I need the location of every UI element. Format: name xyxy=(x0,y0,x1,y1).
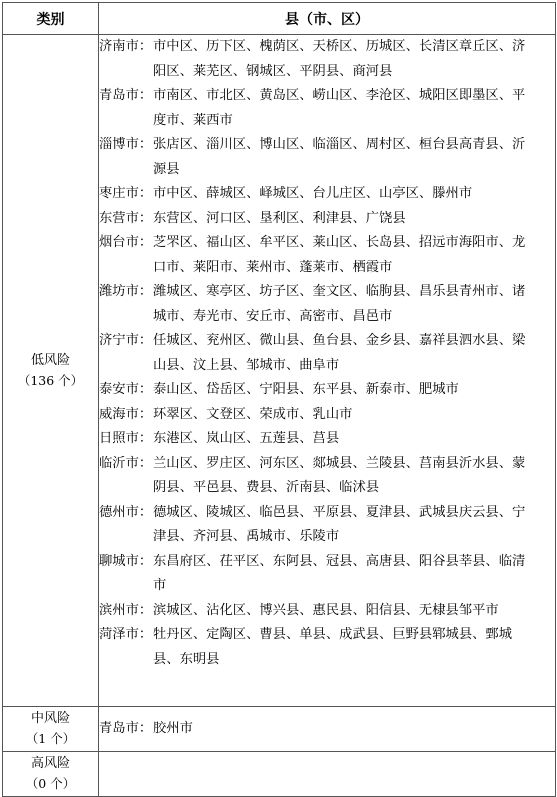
county-list: 泰山区、岱岳区、宁阳县、东平县、新泰市、肥城市 xyxy=(153,382,459,397)
city-group xyxy=(99,329,555,378)
city-name: 济南市： xyxy=(99,39,153,54)
county-list: 牡丹区、定陶区、曹县、单县、成武县、巨野县郓城县、鄄城县、东明县 xyxy=(153,627,513,667)
city-name: 德州市： xyxy=(99,504,153,520)
city-group xyxy=(99,182,555,207)
city-name: 威海市： xyxy=(99,406,153,422)
city-name: 淄博市： xyxy=(99,137,153,152)
low-risk-row xyxy=(3,35,556,707)
city-name: 菏泽市： xyxy=(99,627,153,642)
county-list: 市中区、薛城区、峄城区、台儿庄区、山亭区、滕州市 xyxy=(153,186,473,201)
city-name: 潍坊市： xyxy=(99,284,153,299)
county-list: 东昌府区、茌平区、东阿县、冠县、高唐县、阳谷县莘县、临清市 xyxy=(153,553,526,593)
city-group xyxy=(99,427,555,452)
county-list: 德城区、陵城区、临邑县、平原县、夏津县、武城县庆云县、宁津县、齐河县、禹城市、乐陵市 xyxy=(153,504,526,544)
city-name: 青岛市： xyxy=(99,88,153,103)
county-list: 市中区、历下区、槐荫区、天桥区、历城区、长清区章丘区、济阳区、莱芜区、钢城区、平阴县、商河县 xyxy=(153,39,526,79)
city-name: 聊城市： xyxy=(99,553,153,569)
city-group xyxy=(99,550,555,599)
medium-risk-label: 中风险 xyxy=(30,711,70,726)
county-list: 潍城区、寒亭区、坊子区、奎文区、临朐县、昌乐县青州市、诸城市、寿光市、安丘市、高密市、昌邑市 xyxy=(153,284,526,324)
high-risk-label: 高风险 xyxy=(30,756,70,771)
high-risk-count: （0 个） xyxy=(25,776,76,791)
medium-risk-category-cell xyxy=(3,707,99,752)
city-group xyxy=(99,35,555,84)
low-risk-count: （136 个） xyxy=(17,372,84,388)
city-name: 日照市： xyxy=(99,431,153,446)
county-list: 张店区、淄川区、博山区、临淄区、周村区、桓台县高青县、沂源县 xyxy=(153,137,526,177)
medium-risk-row xyxy=(3,707,556,752)
city-group xyxy=(99,623,555,672)
county-list: 胶州市 xyxy=(153,720,193,736)
low-risk-label: 低风险 xyxy=(30,352,70,368)
header-counties: 县（市、区） xyxy=(99,3,556,35)
high-risk-counties-cell xyxy=(99,752,556,797)
low-risk-category-cell xyxy=(3,35,99,707)
city-name: 济宁市： xyxy=(99,333,153,348)
county-list: 市南区、市北区、黄岛区、崂山区、李沧区、城阳区即墨区、平度市、莱西市 xyxy=(153,88,526,128)
county-list: 东营区、河口区、垦利区、利津县、广饶县 xyxy=(153,210,406,226)
county-list: 芝罘区、福山区、牟平区、莱山区、长岛县、招远市海阳市、龙口市、莱阳市、莱州市、蓬莱市、栖霞市 xyxy=(153,235,526,275)
city-name: 泰安市： xyxy=(99,382,153,397)
header-category: 类别 xyxy=(3,3,99,35)
county-list: 兰山区、罗庄区、河东区、郯城县、兰陵县、莒南县沂水县、蒙阴县、平邑县、费县、沂南县、临沭县 xyxy=(153,455,526,495)
medium-risk-counties-cell xyxy=(99,707,556,752)
city-name: 滨州市： xyxy=(99,602,153,618)
high-risk-row xyxy=(3,752,556,797)
county-list: 东港区、岚山区、五莲县、莒县 xyxy=(153,431,340,446)
city-group xyxy=(99,84,555,133)
city-group xyxy=(99,378,555,403)
city-name: 临沂市： xyxy=(99,455,153,471)
city-group xyxy=(99,231,555,280)
high-risk-category-cell xyxy=(3,752,99,797)
county-list: 滨城区、沾化区、博兴县、惠民县、阳信县、无棣县邹平市 xyxy=(153,602,499,618)
city-group xyxy=(99,717,555,742)
city-group xyxy=(99,207,555,232)
county-list: 任城区、兖州区、微山县、鱼台县、金乡县、嘉祥县泗水县、梁山县、汶上县、邹城市、曲阜市 xyxy=(153,333,526,373)
city-group xyxy=(99,501,555,550)
city-group xyxy=(99,133,555,182)
city-name: 烟台市： xyxy=(99,235,153,250)
risk-level-table xyxy=(2,2,556,797)
city-group xyxy=(99,599,555,624)
city-group xyxy=(99,280,555,329)
city-name: 青岛市： xyxy=(99,720,153,736)
county-list: 环翠区、文登区、荣成市、乳山市 xyxy=(153,406,353,422)
city-name: 东营市： xyxy=(99,210,153,226)
medium-risk-count: （1 个） xyxy=(25,731,76,746)
city-group xyxy=(99,452,555,501)
city-name: 枣庄市： xyxy=(99,186,153,201)
city-group xyxy=(99,403,555,428)
low-risk-counties-cell xyxy=(99,35,556,707)
table-header-row xyxy=(3,3,556,35)
